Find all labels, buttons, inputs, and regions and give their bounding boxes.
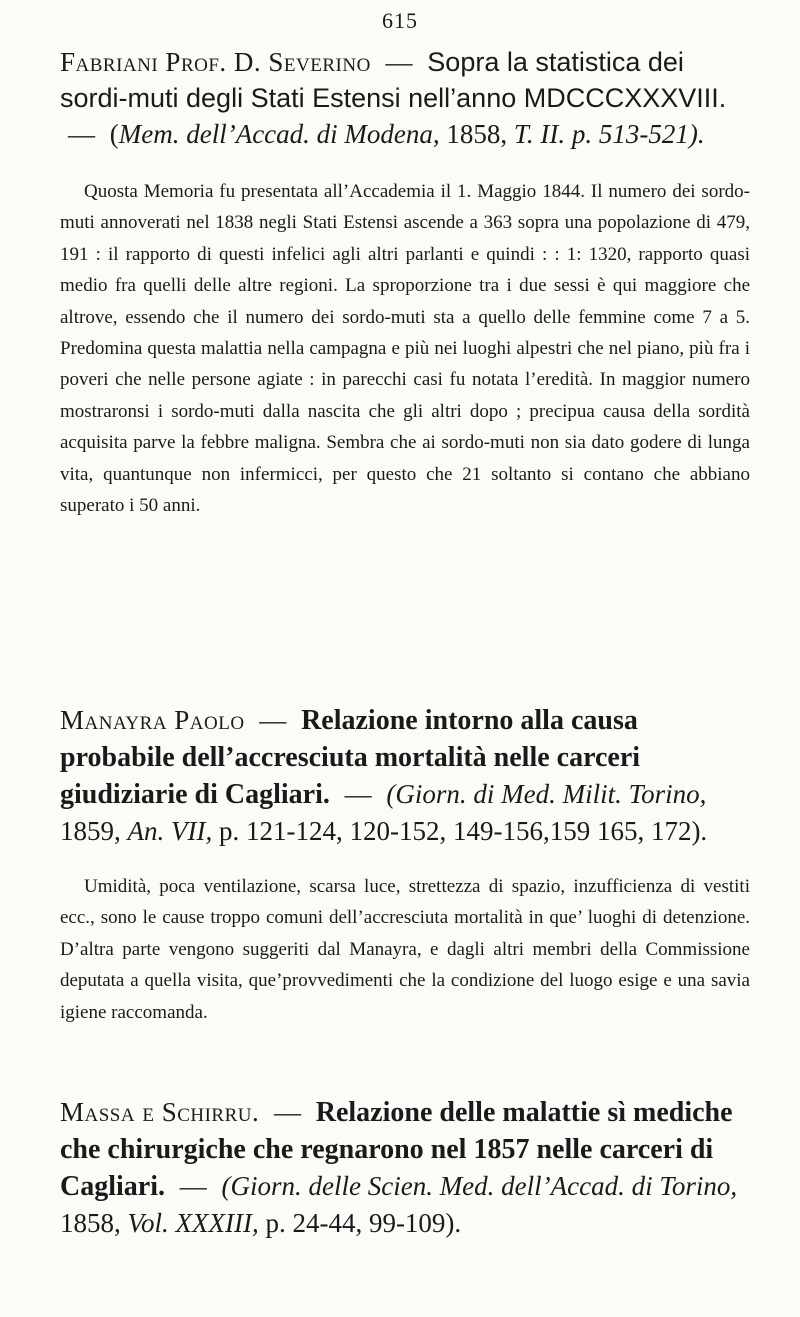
entry-dash: — bbox=[385, 47, 413, 77]
citation-year: 1858, bbox=[60, 1208, 121, 1238]
entry-dash: — bbox=[344, 779, 372, 809]
citation-journal: (Giorn. delle Scien. Med. dell’Accad. di Torino, bbox=[221, 1171, 738, 1201]
entry-citation: (Mem. dell’Accad. di Modena, 1858, T. II. p. 513-521). bbox=[109, 119, 705, 149]
bibliography-entry-fabriani bbox=[60, 44, 750, 521]
bibliography-entry-massa-schirru bbox=[60, 1094, 750, 1241]
entry-author: Fabriani Prof. D. Severino bbox=[60, 47, 371, 77]
citation-year: 1858, bbox=[446, 119, 508, 149]
entry-title: Relazione delle malattie sì mediche che chirurgiche che regnarono nel 1857 nelle carceri di Cagliari. bbox=[60, 1097, 733, 1202]
entry-heading bbox=[60, 702, 750, 849]
citation-journal: Mem. dell’Accad. di Modena, bbox=[118, 119, 440, 149]
entry-author: Massa e Schirru. bbox=[60, 1097, 260, 1127]
entry-dash: — bbox=[259, 705, 287, 735]
entry-dash: — bbox=[274, 1097, 301, 1127]
page-number: 615 bbox=[382, 8, 418, 33]
citation-pages: p. 513-521). bbox=[571, 119, 705, 149]
citation-pages: p. 24-44, 99-109). bbox=[265, 1208, 462, 1238]
citation-year: 1859, bbox=[60, 816, 121, 846]
entry-dash: — bbox=[179, 1171, 207, 1201]
entry-abstract: Umidità, poca ventilazione, scarsa luce, strettezza di spazio, inzufficienza di vestiti ecc., sono le cause troppo comuni dell’accresciuta mortalità in que’ luoghi di detenzione. D’altra parte vengono suggeriti dal Manayra, e dagli altri membri della Commissione deputata a quella visita, que’provvedimenti che la condizione del luogo esige e una savia igiene raccomanda. bbox=[60, 876, 750, 1023]
entry-heading bbox=[60, 44, 750, 152]
citation-volume: An. VII, bbox=[127, 816, 213, 846]
entry-abstract: Quosta Memoria fu presentata all’Accademia il 1. Maggio 1844. Il numero dei sordo-muti annoverati nel 1838 negli Stati Estensi ascende a 363 sopra una popolazione di 479, 191 : il rapporto di questi infelici agli altri parlanti e quindi : : 1: 1320, rapporto quasi medio fra quelli delle altre regioni. La sproporzione tra i due sessi è qui maggiore che altrove, essendo che il numero dei sordo-muti sta a quello delle femmine come 7 a 5. Predomina questa malattia nella campagna e più nei luoghi alpestri che nel piano, più fra i poveri che nelle persone agiate : in parecchi casi fu notata l’eredità. In maggior numero mostraronsi i sordo-muti dalla nascita che gli altri dopo ; precipua causa della sordità acquisita parve la febbre maligna. Sembra che ai sordo-muti non sia dato godere di lunga vita, quantunque non infermicci, per questo che 21 soltanto si contano che abbiano superato i 50 anni. bbox=[60, 181, 750, 517]
citation-pages: p. 121-124, 120-152, 149-156,159 165, 172). bbox=[218, 816, 708, 846]
bibliography-entry-manayra bbox=[60, 702, 750, 1028]
entry-title: Relazione intorno alla causa probabile dell’accresciuta mortalità nelle carceri giudiziarie di Cagliari. bbox=[60, 705, 641, 810]
citation-volume: T. II. bbox=[513, 119, 566, 149]
entry-heading bbox=[60, 1094, 750, 1241]
entry-title: Sopra la statistica dei sordi-muti degli Stati Estensi nell’anno MDCCCXXXVIII. bbox=[60, 47, 727, 113]
entry-dash: — bbox=[68, 119, 95, 149]
entry-author: Manayra Paolo bbox=[60, 705, 245, 735]
citation-journal: (Giorn. di Med. Milit. Torino, bbox=[386, 779, 707, 809]
citation-volume: Vol. XXXIII, bbox=[127, 1208, 259, 1238]
